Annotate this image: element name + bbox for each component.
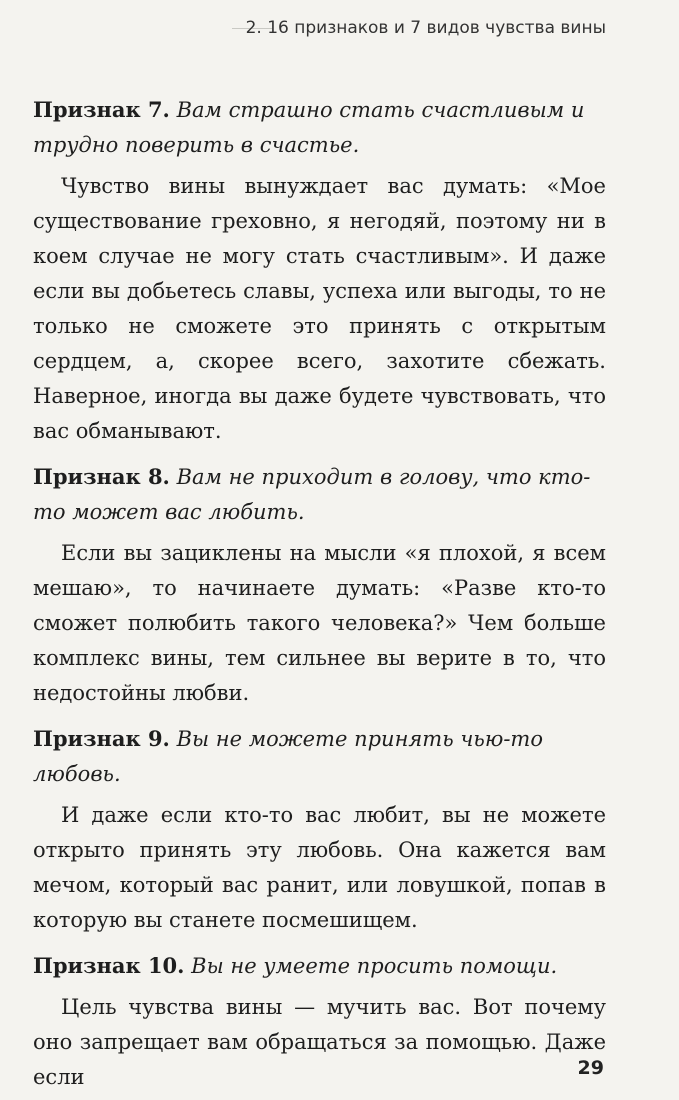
page-body [33,92,606,1095]
sign-8-title: Вам не приходит в голову, что кто-то может вас любить. [33,465,591,524]
running-header: 2. 16 признаков и 7 видов чувства вины [245,18,606,38]
sign-9-heading [33,721,606,792]
sign-10-title: Вы не умеете просить помощи. [191,954,558,978]
sign-10-label: Признак 10. [33,953,185,978]
sign-9-title: Вы не можете принять чью-то любовь. [33,727,543,786]
sign-8-heading [33,459,606,530]
sign-8-label: Признак 8. [33,464,170,489]
sign-7-title: Вам страшно стать счастливым и трудно поверить в счастье. [33,98,585,157]
sign-9-label: Признак 9. [33,726,170,751]
sign-9-paragraph: И даже если кто-то вас любит, вы не можете открыто принять эту любовь. Она кажется вам мечом, который вас ранит, или ловушкой, попав в которую вы станете посмешищем. [33,803,606,932]
page-number: 29 [577,1057,604,1079]
sign-7-label: Признак 7. [33,97,170,122]
sign-7-heading [33,92,606,163]
sign-8-paragraph: Если вы зациклены на мысли «я плохой, я всем мешаю», то начинаете думать: «Разве кто-то сможет полюбить такого человека?» Чем больше комплекс вины, тем сильнее вы верите в то, что недостойны любви. [33,541,606,705]
sign-10-paragraph: Цель чувства вины — мучить вас. Вот почему оно запрещает вам обращаться за помощью. Даже если [33,995,606,1089]
sign-7-paragraph: Чувство вины вынуждает вас думать: «Мое существование греховно, я негодяй, поэтому ни в коем случае не могу стать счастливым». И даже если вы добьетесь славы, успеха или выгоды, то не только не сможете это принять с открытым сердцем, а, скорее всего, захотите сбежать. Наверное, иногда вы даже будете чувствовать, что вас обманывают. [33,174,606,443]
sign-10-heading [33,948,606,984]
